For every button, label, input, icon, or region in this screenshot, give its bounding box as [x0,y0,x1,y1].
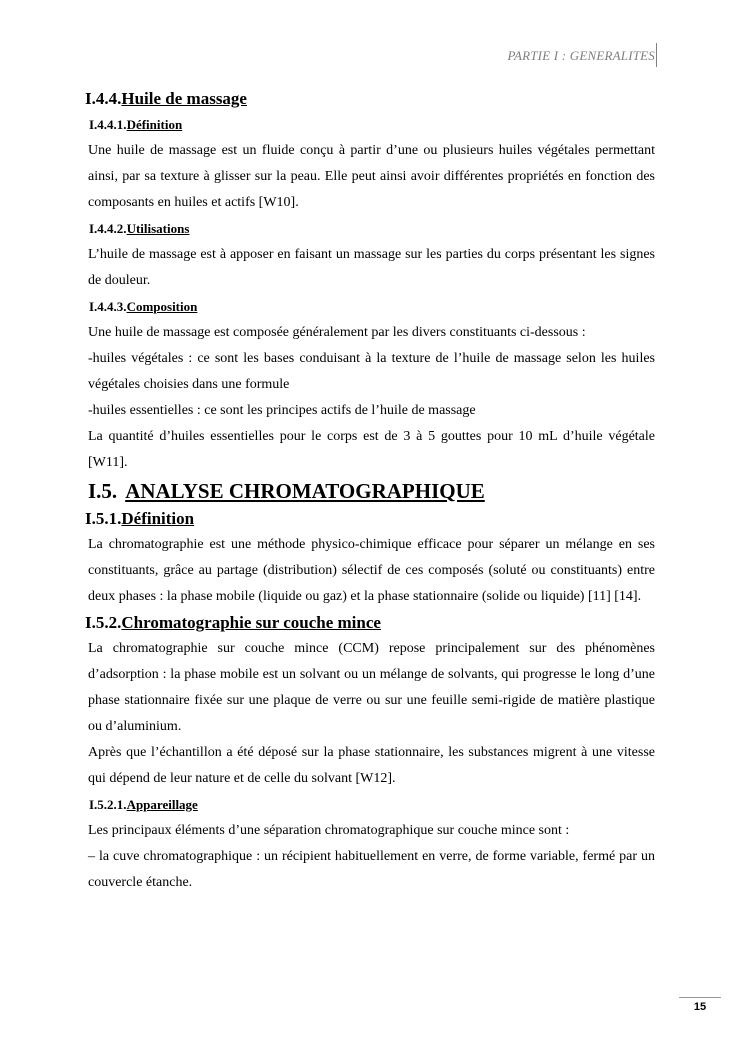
heading-huile-de-massage [85,86,655,112]
paragraph-utilisations: L’huile de massage est à apposer en faisant un massage sur les parties du corps présentant les signes de douleur. [88,247,655,288]
paragraph-definition-huile: Une huile de massage est un fluide conçu à partir d’une ou plusieurs huiles végétales permettant ainsi, par sa texture à glisser sur la peau. Elle peut ainsi avoir différentes propriétés en fonction des composants en huiles et actifs [W10]. [88,143,655,210]
heading-composition [88,294,655,320]
heading-title: Définition [121,509,195,528]
heading-appareillage [88,792,655,818]
heading-number: I.4.4.1. [89,117,127,132]
heading-title: Chromatographie sur couche mince [121,613,381,632]
heading-analyse-chromatographique [88,476,655,506]
heading-number: I.4.4.2. [89,221,127,236]
heading-number: I.4.4. [85,89,122,108]
header-divider [656,43,657,67]
heading-title: Appareillage [126,797,198,812]
composition-line: Une huile de massage est composée généralement par les divers constituants ci-dessous : [88,325,586,340]
appareillage-line: Les principaux éléments d’une séparation chromatographique sur couche mince sont : [88,823,570,838]
heading-number: I.5. [88,479,118,503]
heading-number: I.5.1. [85,509,122,528]
heading-number: I.5.2. [85,613,122,632]
footer-divider [679,997,721,998]
heading-ccm [85,610,655,636]
running-header: PARTIE I : GENERALITES [507,48,655,63]
paragraph-definition-chromatographie: La chromatographie est une méthode physico-chimique efficace pour séparer un mélange en ses constituants, grâce au partage (distribution) sélectif de ces composés (soluté ou constituants) entre deux phases : la phase mobile (liquide ou gaz) et la phase stationnaire (solide ou liquide) [11] [14]. [88,537,655,604]
paragraph-ccm-1: La chromatographie sur couche mince (CCM) repose principalement sur des phénomènes d’adsorption : la phase mobile est un solvant ou un mélange de solvants, qui progresse le long d’une phase stationnaire fixée sur une plaque de verre ou sur une feuille semi-rigide de matière plastique ou d’aluminium. [88,641,655,734]
appareillage-line: – la cuve chromatographique : un récipient habituellement en verre, de forme variable, fermé par un couvercle étanche. [88,849,655,890]
page-content [85,86,655,896]
heading-definition-chromatographie [85,506,655,532]
heading-title: Définition [126,117,183,132]
heading-definition-huile [88,112,655,138]
heading-title: Huile de massage [121,89,247,108]
composition-line: -huiles essentielles : ce sont les principes actifs de l’huile de massage [88,403,476,418]
page-number: 15 [693,1001,707,1013]
heading-title: Composition [126,299,198,314]
paragraph-ccm-2: Après que l’échantillon a été déposé sur la phase stationnaire, les substances migrent à une vitesse qui dépend de leur nature et de celle du solvant [W12]. [88,745,655,786]
heading-title: ANALYSE CHROMATOGRAPHIQUE [125,479,485,503]
composition-line: La quantité d’huiles essentielles pour le corps est de 3 à 5 gouttes pour 10 mL d’huile végétale [W11]. [88,429,655,470]
heading-title: Utilisations [126,221,190,236]
heading-number: I.5.2.1. [89,797,127,812]
heading-number: I.4.4.3. [89,299,127,314]
heading-utilisations [88,216,655,242]
composition-line: -huiles végétales : ce sont les bases conduisant à la texture de l’huile de massage selon les huiles végétales choisies dans une formule [88,351,655,392]
